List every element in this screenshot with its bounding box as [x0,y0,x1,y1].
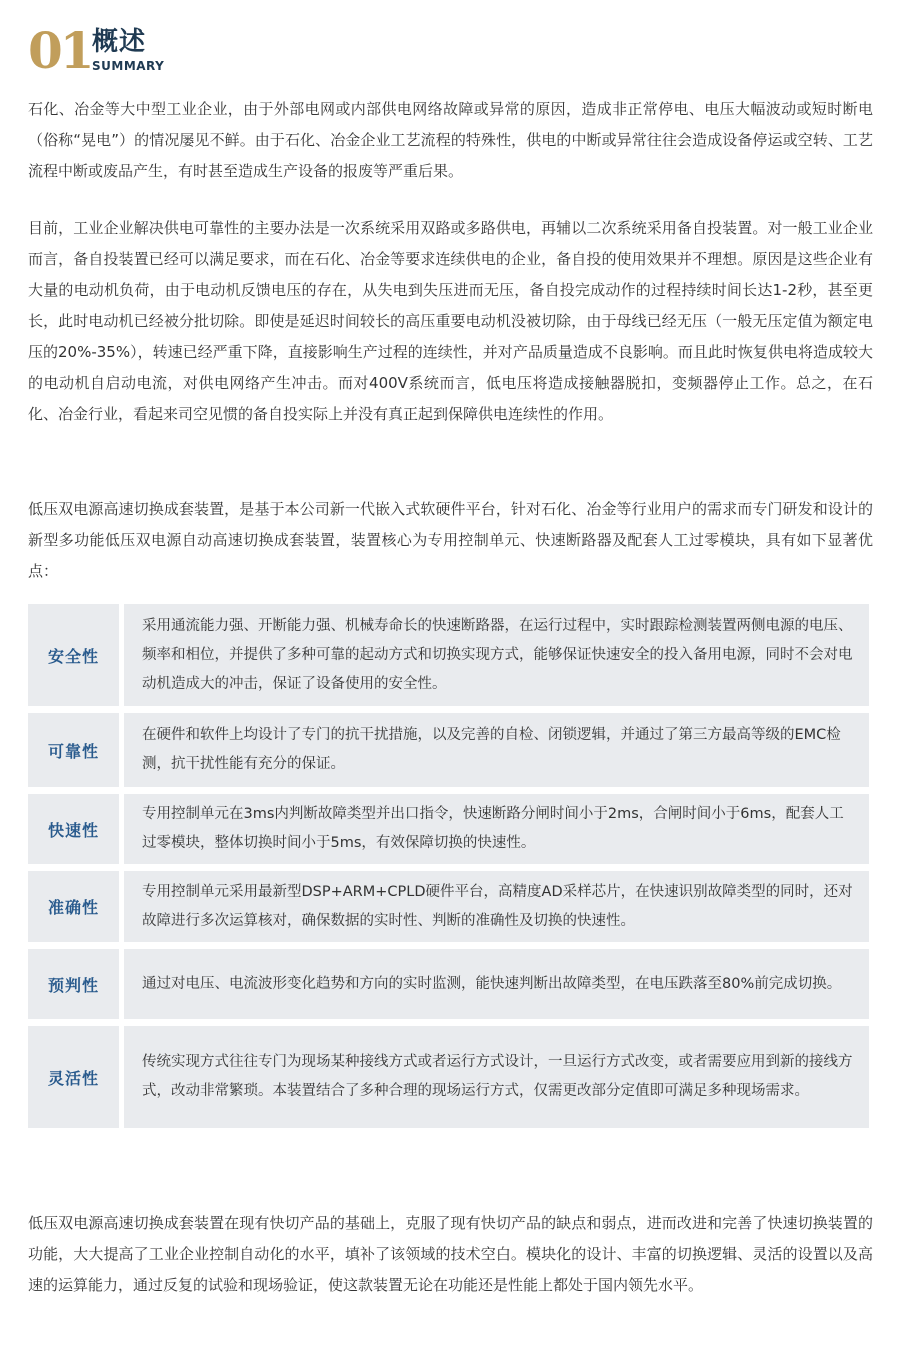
problem-paragraph: 目前，工业企业解决供电可靠性的主要办法是一次系统采用双路或多路供电，再辅以二次系统采用备自投装置。对一般工业企业而言，备自投装置已经可以满足要求，而在石化、冶金等要求连续供电的企业，备自投的使用效果并不理想。原因是这些企业有大量的电动机负荷，由于电动机反馈电压的存在，从失电到失压进而无压，备自投完成动作的过程持续时间长达1-2秒，甚至更长，此时电动机已经被分批切除。即使是延迟时间较长的高压重要电动机没被切除，由于母线已经无压（一般无压定值为额定电压的20%-35%），转速已经严重下降，直接影响生产过程的连续性，并对产品质量造成不良影响。而且此时恢复供电将造成较大的电动机自启动电流，对供电网络产生冲击。而对400V系统而言，低电压将造成接触器脱扣，变频器停止工作。总之，在石化、冶金行业，看起来司空见惯的备自投实际上并没有真正起到保障供电连续性的作用。 [28,219,873,423]
feature-text: 通过对电压、电流波形变化趋势和方向的实时监测，能快速判断出故障类型，在电压跌落至80%前完成切换。 [142,975,842,992]
feature-label: 可靠性 [28,713,119,787]
conclusion-paragraph: 低压双电源高速切换成套装置在现有快切产品的基础上，克服了现有快切产品的缺点和弱点，进而改进和完善了快速切换装置的功能，大大提高了工业企业控制自动化的水平，填补了该领域的技术空白。模块化的设计、丰富的切换逻辑、灵活的设置以及高速的运算能力，通过反复的试验和现场验证，使这款装置无论在功能还是性能上都处于国内领先水平。 [28,1214,873,1294]
feature-text: 专用控制单元在3ms内判断故障类型并出口指令，快速断路分闸时间小于2ms，合闸时间小于6ms，配套人工过零模块，整体切换时间小于5ms，有效保障切换的快速性。 [142,806,844,851]
feature-description [124,949,869,1019]
section-title: 概述 [92,27,147,57]
feature-text: 传统实现方式往往专门为现场某种接线方式或者运行方式设计，一旦运行方式改变，或者需要应用到新的接线方式，改动非常繁琐。本装置结合了多种合理的现场运行方式，仅需更改部分定值即可满足多种现场需求。 [142,1054,853,1099]
feature-label: 准确性 [28,871,119,942]
feature-row-prediction [28,949,869,1019]
feature-row-safety [28,604,869,706]
section-header [28,21,228,80]
feature-text: 专用控制单元采用最新型DSP+ARM+CPLD硬件平台，高精度AD采样芯片，在快速识别故障类型的同时，还对故障进行多次运算核对，确保数据的实时性、判断的准确性及切换的快速性。 [142,883,853,929]
feature-label: 预判性 [28,949,119,1019]
feature-description [124,604,869,706]
feature-description [124,1026,869,1128]
feature-row-speed [28,794,869,864]
feature-row-reliability [28,713,869,787]
section-number: 01 [28,21,92,80]
feature-row-accuracy [28,871,869,942]
feature-description [124,713,869,787]
feature-text: 采用通流能力强、开断能力强、机械寿命长的快速断路器，在运行过程中，实时跟踪检测装置两侧电源的电压、频率和相位，并提供了多种可靠的起动方式和切换实现方式，能够保证快速安全的投入备用电源，同时不会对电动机造成大的冲击，保证了设备使用的安全性。 [142,617,853,692]
feature-label: 安全性 [28,604,119,706]
section-subtitle: SUMMARY [92,59,165,73]
feature-description [124,871,869,942]
product-paragraph: 低压双电源高速切换成套装置，是基于本公司新一代嵌入式软硬件平台，针对石化、冶金等行业用户的需求而专门研发和设计的新型多功能低压双电源自动高速切换成套装置，装置核心为专用控制单元、快速断路器及配套人工过零模块，具有如下显著优点： [28,500,873,580]
feature-label: 灵活性 [28,1026,119,1128]
feature-description [124,794,869,864]
feature-text: 在硬件和软件上均设计了专门的抗干扰措施，以及完善的自检、闭锁逻辑，并通过了第三方最高等级的EMC检测，抗干扰性能有充分的保证。 [142,727,841,772]
feature-table [28,604,869,1135]
intro-paragraph: 石化、冶金等大中型工业企业，由于外部电网或内部供电网络故障或异常的原因，造成非正常停电、电压大幅波动或短时断电（俗称“晃电”）的情况屡见不鲜。由于石化、冶金企业工艺流程的特殊性，供电的中断或异常往往会造成设备停运或空转、工艺流程中断或废品产生，有时甚至造成生产设备的报废等严重后果。 [28,100,873,180]
feature-label: 快速性 [28,794,119,864]
feature-row-flexibility [28,1026,869,1128]
